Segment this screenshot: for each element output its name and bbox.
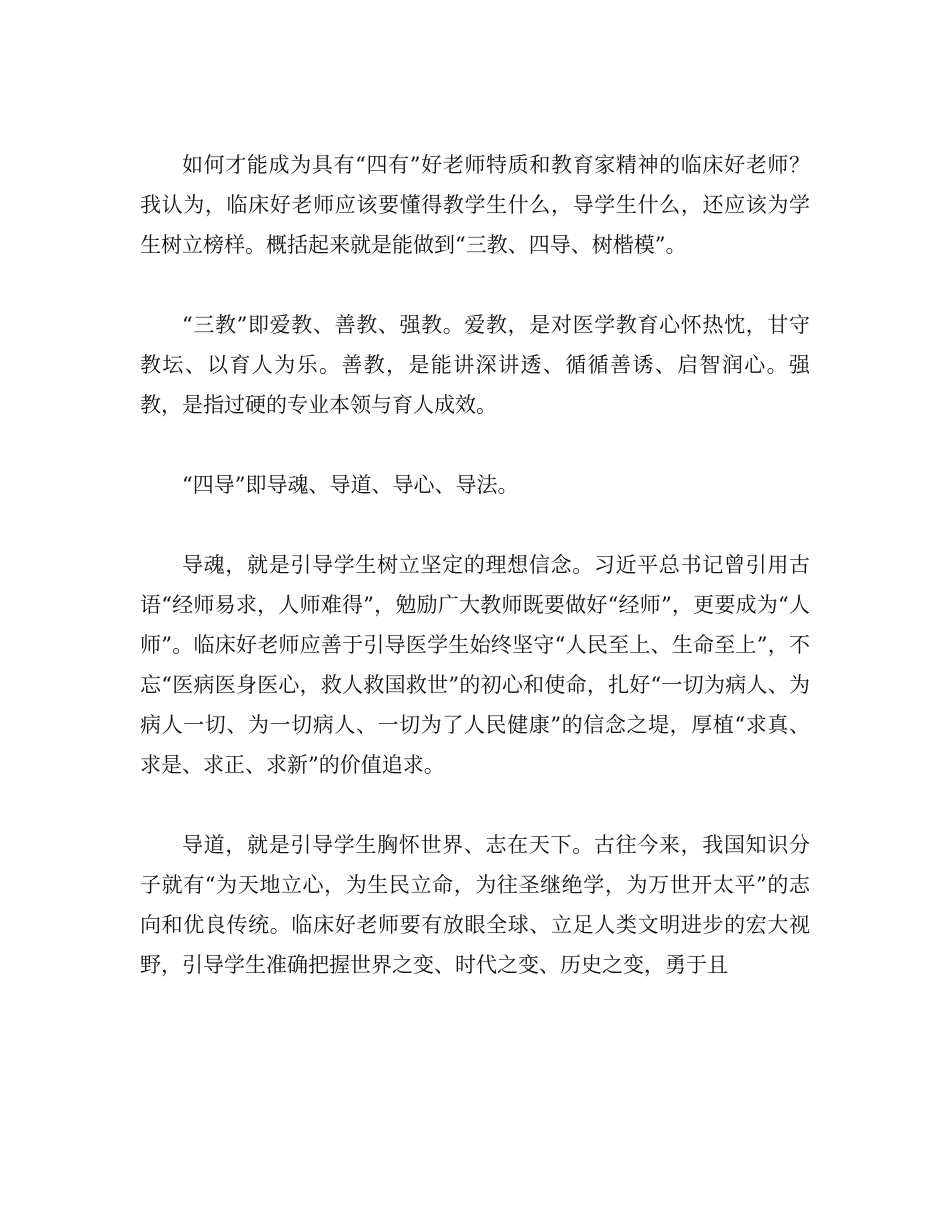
paragraph-san-jiao: “三教”即爱教、善教、强教。爱教，是对医学教育心怀热忱，甘守教坛、以育人为乐。善教，是能讲深讲透、循循善诱、启智润心。强教，是指过硬的专业本领与育人成效。: [140, 313, 810, 417]
document-body: [140, 145, 810, 1025]
paragraph-intro: 如何才能成为具有“四有”好老师特质和教育家精神的临床好老师？我认为，临床好老师应该要懂得教学生什么，导学生什么，还应该为学生树立榜样。概括起来就是能做到“三教、四导、树楷模”。: [140, 153, 810, 257]
paragraph-si-dao: “四导”即导魂、导道、导心、导法。: [182, 473, 519, 497]
paragraph-dao-hun: 导魂，就是引导学生树立坚定的理想信念。习近平总书记曾引用古语“经师易求，人师难得”，勉励广大教师既要做好“经师”，更要成为“人师”。临床好老师应善于引导医学生始终坚守“人民至上、生命至上”，不忘“医病医身医心，救人救国救世”的初心和使命，扎好“一切为病人、为病人一切、为一切病人、一切为了人民健康”的信念之堤，厚植“求真、求是、求正、求新”的价值追求。: [140, 553, 810, 777]
paragraph-dao-dao: 导道，就是引导学生胸怀世界、志在天下。古往今来，我国知识分子就有“为天地立心，为生民立命，为往圣继绝学，为万世开太平”的志向和优良传统。临床好老师要有放眼全球、立足人类文明进步的宏大视野，引导学生准确把握世界之变、时代之变、历史之变，勇于且: [140, 833, 810, 977]
